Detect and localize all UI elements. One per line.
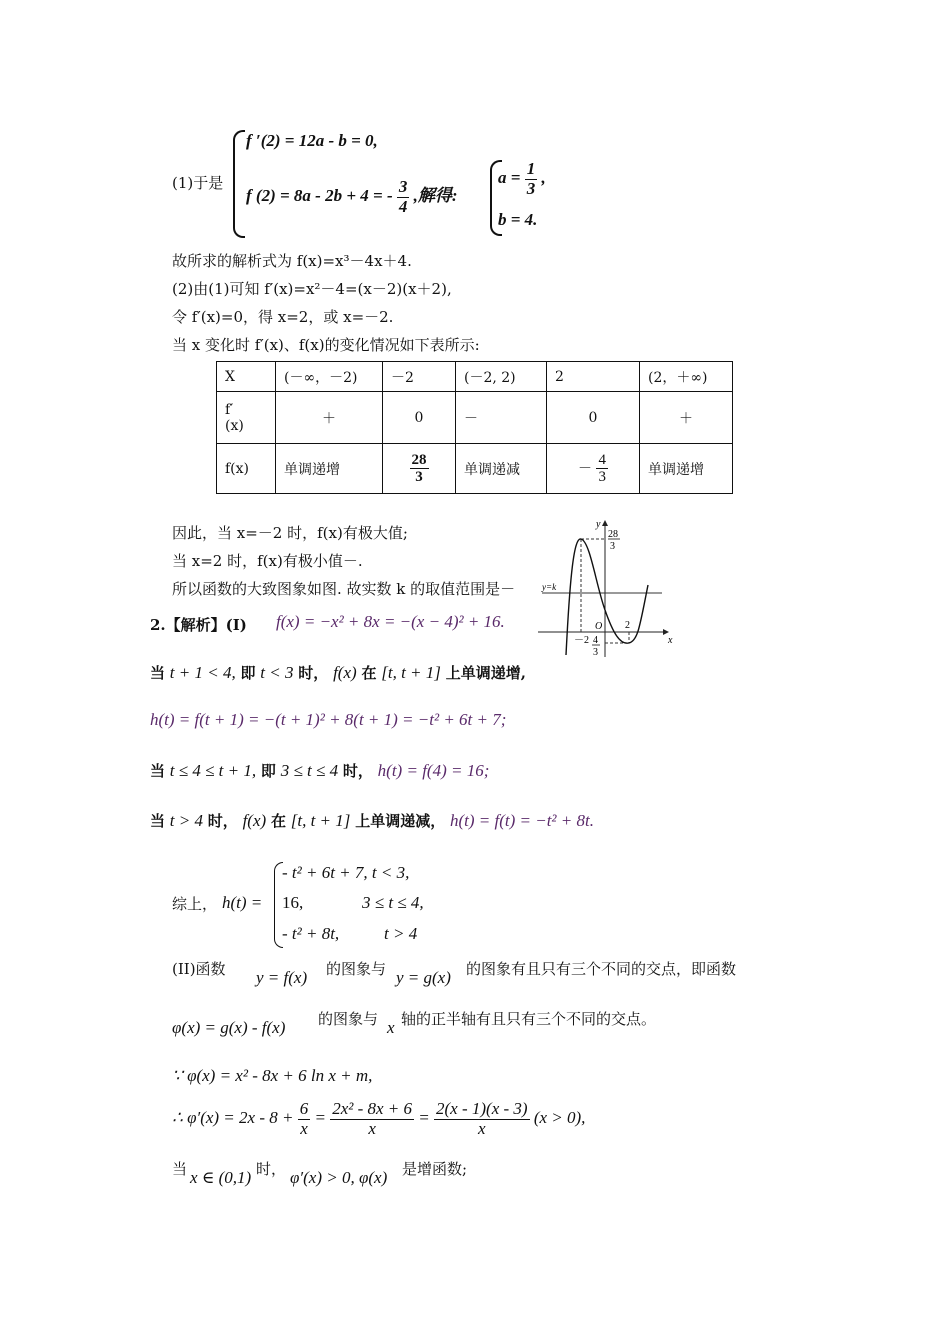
therefore-eq-1: =	[314, 1108, 326, 1128]
fraction-numerator: 6	[299, 1099, 309, 1118]
case-3-fx: f(x)	[242, 811, 267, 830]
case-3-post: 上单调递减，	[355, 812, 446, 830]
case-2-time: 时，	[342, 762, 373, 780]
min-label-den: 3	[593, 647, 598, 658]
tick-neg2: －2	[574, 635, 589, 646]
table-cell: 0	[547, 392, 640, 444]
case-3-time: 时，	[207, 812, 238, 830]
part3-x: x	[387, 1018, 395, 1037]
case-3-prefix: 当	[150, 812, 166, 830]
min-sign: －	[578, 460, 593, 477]
case-1-time: 时，	[298, 664, 329, 682]
solution-a-fraction	[525, 160, 538, 198]
table-row-fprime	[217, 392, 733, 444]
table-header-cell: (－∞，－2)	[276, 362, 383, 392]
case-3-h: h(t) = f(t) = −t² + 8t.	[449, 811, 594, 830]
part3-g-expr: y = g(x)	[396, 968, 451, 987]
summary-prefix: 综上，	[172, 895, 218, 913]
case-2-condition-2: 3 ≤ t ≤ 4	[280, 761, 339, 780]
equation-2-left: f (2) = 8a - 2b + 4 = -	[246, 186, 393, 206]
part3-line-1-b: 的图象与	[326, 960, 387, 978]
fraction-6-over-x	[298, 1100, 311, 1138]
table-cell: 0	[383, 392, 456, 444]
table-header-row	[217, 362, 733, 392]
case-2-condition: t ≤ 4 ≤ t + 1,	[169, 761, 257, 780]
table-header-cell: －2	[383, 362, 456, 392]
f-label: f(x)	[217, 444, 276, 494]
part3-phi-expr: φ(x) = g(x) - f(x)	[172, 1018, 286, 1037]
table-header-cell: (－2, 2)	[456, 362, 547, 392]
fraction-numerator: 3	[398, 177, 408, 196]
fraction-denominator: 3	[415, 469, 423, 485]
equation-2	[246, 178, 458, 216]
min-label-num: 4	[593, 635, 598, 646]
equation-2-fraction	[397, 178, 410, 216]
fprime-label-top: f′	[225, 401, 234, 418]
fraction-numerator: 1	[526, 159, 536, 178]
case-1-condition-2: t < 3	[260, 663, 294, 682]
last-line-condition: x ∈ (0,1)	[190, 1168, 252, 1187]
part3-line-2-a: 的图象与	[318, 1010, 379, 1028]
solution-a-right: ,	[541, 168, 546, 188]
system-brace	[233, 130, 245, 238]
table-cell: 单调递增	[640, 444, 733, 494]
f-definition: f(x) = −x² + 8x = −(x − 4)² + 16.	[276, 612, 505, 631]
last-line-a: 当	[172, 1160, 188, 1178]
table-cell: ＋	[640, 392, 733, 444]
case-1-line	[150, 662, 526, 683]
table-intro-line: 当 x 变化时 f′(x)、f(x)的变化情况如下表所示:	[172, 336, 480, 354]
case-3-line	[150, 810, 594, 831]
derivative-line: (2)由(1)可知 f′(x)=x²－4=(x－2)(x＋2),	[172, 280, 452, 298]
piece-2-value: 16,	[282, 893, 304, 912]
fprime-label-bottom: (x)	[225, 417, 244, 434]
equation-1: f ′(2) = 12a - b = 0,	[246, 131, 378, 150]
fraction-quadratic	[330, 1100, 414, 1138]
case-1-interval: [t, t + 1]	[381, 663, 441, 682]
fraction-denominator: 3	[526, 178, 536, 198]
max-value-fraction	[410, 452, 429, 486]
solution-b: b = 4.	[498, 210, 538, 229]
table-header-cell: X	[217, 362, 276, 392]
fraction-numerator: 2x² - 8x + 6	[332, 1099, 413, 1118]
piece-2	[282, 893, 303, 913]
case-1-post: 上单调递增,	[445, 664, 526, 682]
tick-2: 2	[625, 620, 630, 631]
fraction-numerator: 28	[411, 451, 427, 468]
therefore-eq-2: =	[418, 1108, 430, 1128]
fprime-label	[217, 392, 276, 444]
fraction-denominator: x	[300, 1118, 308, 1138]
piece-1	[282, 863, 409, 883]
table-cell: ＋	[276, 392, 383, 444]
case-2-mid: 即	[260, 762, 276, 780]
piece-3-condition: t > 4	[384, 924, 418, 943]
min-value-cell	[547, 444, 640, 494]
critical-points-line: 令 f′(x)=0，得 x=2，或 x=－2.	[172, 308, 394, 326]
therefore-right: (x > 0),	[533, 1108, 586, 1128]
fraction-denominator: 4	[398, 196, 408, 216]
part3-line-1	[172, 958, 226, 979]
table-cell: －	[456, 392, 547, 444]
case-1-mid: 即	[240, 664, 256, 682]
table-row-f	[217, 444, 733, 494]
equation-2-right: ,解得:	[413, 186, 458, 206]
line-1-text-a: (II)函数	[172, 960, 226, 978]
part3-line-2-b: 轴的正半轴有且只有三个不同的交点。	[401, 1010, 657, 1028]
piece-1-text: - t² + 6t + 7, t < 3,	[282, 863, 410, 882]
solution-a-left: a =	[498, 168, 521, 188]
part2-heading: 2.【解析】(I)	[150, 616, 247, 634]
max-value-cell	[383, 444, 456, 494]
fraction-numerator: 4	[598, 451, 606, 468]
conclusion-line-1: 因此，当 x=－2 时，f(x)有极大值;	[172, 524, 408, 542]
table-cell: 单调递减	[456, 444, 547, 494]
max-label-num: 28	[608, 529, 618, 540]
case-3-interval: [t, t + 1]	[290, 811, 351, 830]
last-line-expr: φ′(x) > 0, φ(x)	[290, 1168, 388, 1187]
table-header-cell: (2，＋∞)	[640, 362, 733, 392]
case-1-condition: t + 1 < 4,	[169, 663, 236, 682]
case-2-h: h(t) = f(4) = 16;	[377, 761, 490, 780]
summary-h: h(t) =	[222, 893, 263, 912]
table-header-cell: 2	[547, 362, 640, 392]
last-line-c: 是增函数;	[402, 1160, 468, 1178]
origin-label: O	[595, 621, 603, 632]
case-2-line	[150, 760, 489, 781]
fraction-denominator: 3	[598, 469, 606, 485]
fraction-numerator: 2(x - 1)(x - 3)	[436, 1099, 528, 1118]
min-value-fraction	[596, 452, 608, 486]
case-1-in: 在	[361, 664, 377, 682]
because-line: ∵ φ(x) = x² - 8x + 6 ln x + m,	[172, 1066, 373, 1085]
max-label-den: 3	[610, 541, 615, 552]
h-case-1: h(t) = f(t + 1) = −(t + 1)² + 8(t + 1) = −t² + 6t + 7;	[150, 710, 507, 729]
solution-a	[498, 160, 546, 198]
function-graph	[530, 515, 680, 660]
conclusion-line-3: 所以函数的大致图象如图. 故实数 k 的取值范围是－	[172, 580, 516, 598]
analytic-expression-line: 故所求的解析式为 f(x)=x³－4x＋4.	[172, 252, 412, 270]
piece-2-condition: 3 ≤ t ≤ 4,	[362, 893, 424, 912]
therefore-line	[172, 1100, 585, 1138]
conclusion-line-2: 当 x=2 时，f(x)有极小值－.	[172, 552, 363, 570]
fraction-factored	[434, 1100, 530, 1138]
last-line-b: 时，	[256, 1160, 287, 1178]
piece-3-value: - t² + 8t,	[282, 924, 340, 943]
case-1-fx: f(x)	[333, 663, 357, 682]
case-3-in: 在	[270, 812, 286, 830]
y-axis-label: y	[596, 519, 601, 530]
therefore-left: ∴ φ′(x) = 2x - 8 +	[172, 1108, 294, 1128]
table-cell: 单调递增	[276, 444, 383, 494]
case-1-prefix: 当	[150, 664, 166, 682]
x-axis-label: x	[668, 635, 673, 646]
case-2-prefix: 当	[150, 762, 166, 780]
fraction-denominator: x	[368, 1118, 376, 1138]
part3-f-expr: y = f(x)	[256, 968, 308, 987]
fraction-denominator: x	[478, 1118, 486, 1138]
case-3-condition: t > 4	[169, 811, 203, 830]
k-line-label: y=k	[542, 582, 557, 592]
part3-line-1-c: 的图象有且只有三个不同的交点，即函数	[466, 960, 737, 978]
part1-intro: (1)于是	[172, 174, 224, 192]
variation-table	[216, 361, 733, 494]
